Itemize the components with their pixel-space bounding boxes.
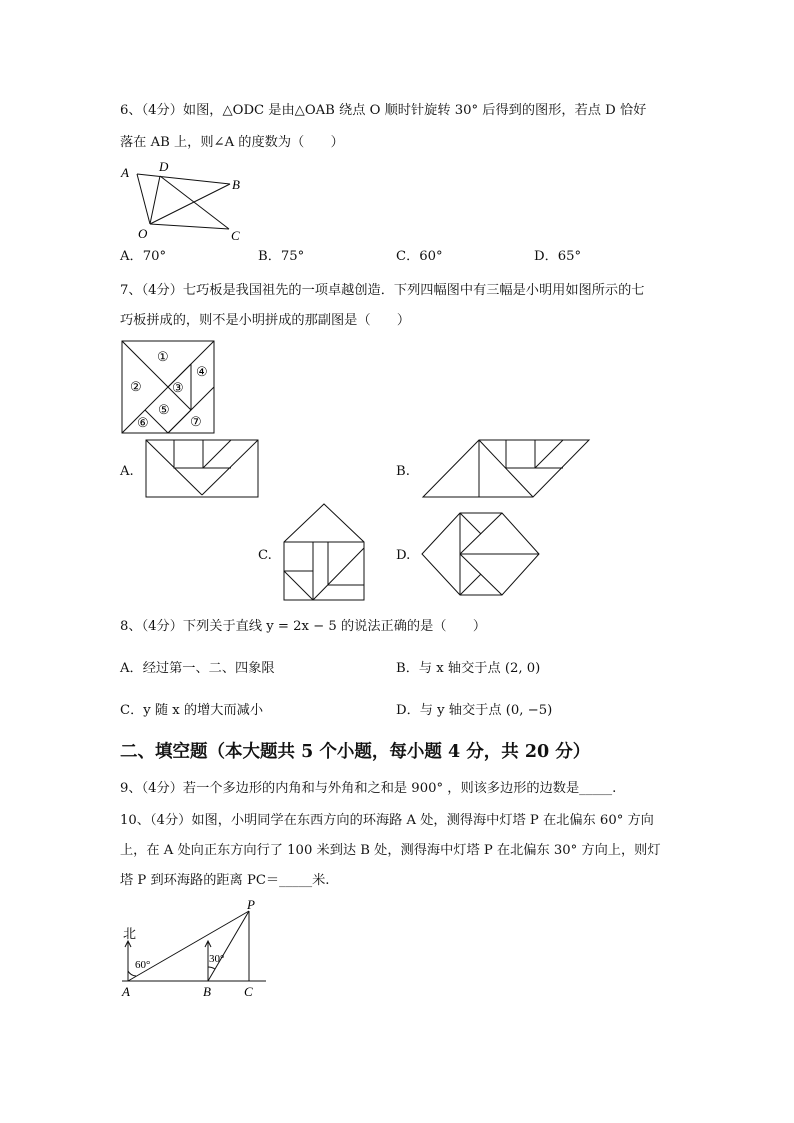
q7-piece-3: ③: [172, 380, 184, 395]
q7-piece-5: ⑤: [158, 402, 170, 417]
q10-stem-line2: 上，在 A 处向正东方向行了 100 米到达 B 处，测得海中灯塔 P 在北偏东 30° 方向上，则灯: [120, 843, 661, 858]
q6-label-d: D: [159, 159, 169, 174]
q8-option-b[interactable]: B．与 x 轴交于点 (2, 0): [396, 661, 541, 676]
q7-option-b-label[interactable]: B.: [396, 464, 410, 479]
q10-north-label: 北: [123, 926, 137, 941]
q10-label-b: B: [203, 984, 211, 999]
q10-lighthouse-figure: [118, 898, 270, 1000]
section-2-title: 二、填空题（本大题共 5 个小题，每小题 4 分，共 20 分）: [120, 742, 591, 762]
q10-stem-line3: 塔 P 到环海路的距离 PC＝_____米.: [120, 873, 330, 888]
q7-piece-1: ①: [157, 349, 169, 364]
q6-label-b: B: [232, 177, 240, 192]
q6-label-o: O: [138, 226, 148, 241]
q7-option-a-figure[interactable]: [144, 438, 260, 500]
q7-option-a-label[interactable]: A.: [120, 464, 134, 479]
q7-option-c-figure[interactable]: [282, 502, 368, 602]
q7-option-d-figure[interactable]: [420, 510, 542, 598]
q7-piece-4: ④: [196, 364, 208, 379]
q7-stem-line2: 巧板拼成的，则不是小明拼成的那副图是（ ）: [120, 313, 411, 328]
q10-label-a: A: [122, 984, 130, 999]
q6-label-c: C: [231, 228, 240, 243]
q6-stem-line1: 6、（4分）如图，△ODC 是由△OAB 绕点 O 顺时针旋转 30° 后得到的图形，若点 D 恰好: [120, 103, 647, 118]
q10-angle-a-label: 60°: [135, 959, 151, 971]
q6-option-b[interactable]: B．75°: [258, 249, 305, 264]
q7-option-c-label[interactable]: C.: [258, 548, 272, 563]
q7-tangram-square: [120, 339, 216, 435]
q9-text: 9、（4分）若一个多边形的内角和与外角和之和是 900° ，则该多边形的边数是_____.: [120, 781, 617, 796]
q6-option-a[interactable]: A．70°: [120, 249, 167, 264]
q6-stem-line2: 落在 AB 上，则∠A 的度数为（ ）: [120, 135, 344, 150]
q6-option-d[interactable]: D．65°: [534, 249, 582, 264]
q8-option-d[interactable]: D．与 y 轴交于点 (0, −5): [396, 703, 553, 718]
q6-label-a: A: [121, 165, 129, 180]
q6-rotation-figure: [118, 158, 258, 244]
q7-piece-7: ⑦: [190, 414, 202, 429]
q7-piece-6: ⑥: [137, 415, 149, 430]
q10-label-c: C: [244, 984, 253, 999]
q8-stem: 8、（4分）下列关于直线 y = 2x − 5 的说法正确的是（ ）: [120, 619, 487, 634]
q7-option-d-label[interactable]: D.: [396, 548, 411, 563]
q10-label-p: P: [247, 898, 255, 912]
q6-option-c[interactable]: C．60°: [396, 249, 443, 264]
q8-option-a[interactable]: A．经过第一、二、四象限: [120, 661, 275, 676]
q8-option-c[interactable]: C．y 随 x 的增大而减小: [120, 703, 264, 718]
q10-stem-line1: 10、（4分）如图，小明同学在东西方向的环海路 A 处，测得海中灯塔 P 在北偏东 60° 方向: [120, 813, 654, 828]
q10-angle-b-label: 30°: [209, 953, 225, 965]
q7-stem-line1: 7、（4分）七巧板是我国祖先的一项卓越创造．下列四幅图中有三幅是小明用如图所示的七: [120, 283, 645, 298]
q7-piece-2: ②: [130, 379, 142, 394]
q7-option-b-figure[interactable]: [421, 438, 591, 500]
